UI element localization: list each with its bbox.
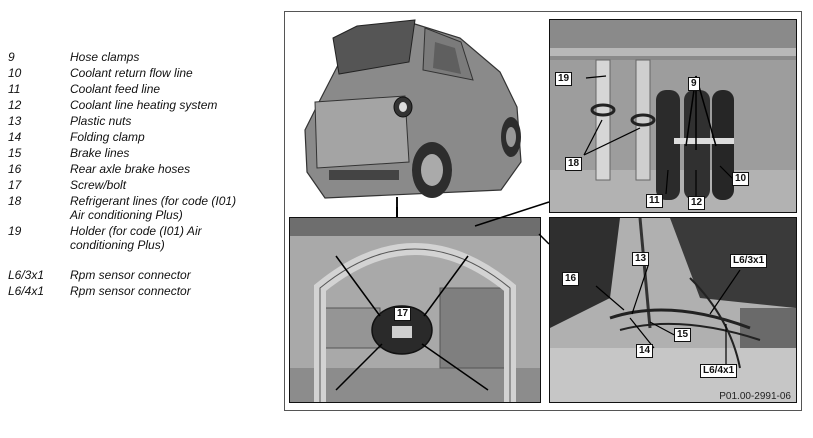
callout-L6-4x1: L6/4x1 — [700, 364, 737, 378]
legend-item: 12 Coolant line heating system — [8, 98, 218, 112]
callout-12: 12 — [688, 196, 705, 210]
connector-item: L6/4x1 Rpm sensor connector — [8, 284, 191, 298]
legend — [8, 50, 280, 300]
coolant-lines-panel — [549, 19, 797, 213]
legend-item: 18 Refrigerant lines (for code (I01) Air conditioning Plus) — [8, 194, 237, 222]
callout-11: 11 — [646, 194, 663, 208]
callout-L6-3x1: L6/3x1 — [730, 254, 767, 268]
callout-18: 18 — [565, 157, 582, 171]
callout-16: 16 — [562, 272, 579, 286]
connector-item: L6/3x1 Rpm sensor connector — [8, 268, 191, 282]
callout-9: 9 — [688, 77, 700, 91]
coolant-lines-photo — [550, 20, 796, 212]
callout-17: 17 — [394, 307, 411, 321]
legend-item: 13 Plastic nuts — [8, 114, 132, 128]
callout-15: 15 — [674, 328, 691, 342]
callout-10: 10 — [732, 172, 749, 186]
legend-item: 19 Holder (for code (I01) Air conditioning Plus) — [8, 224, 202, 252]
callout-13: 13 — [632, 252, 649, 266]
underbody-panel — [289, 217, 541, 403]
underbody-photo — [290, 218, 540, 402]
legend-item: 9 Hose clamps — [8, 50, 140, 64]
legend-item: 10 Coolant return flow line — [8, 66, 193, 80]
figure-caption: P01.00-2991-06 — [719, 391, 791, 402]
legend-item: 15 Brake lines — [8, 146, 130, 160]
legend-item: 16 Rear axle brake hoses — [8, 162, 191, 176]
car-illustration — [285, 12, 545, 212]
brake-lines-photo — [550, 218, 796, 402]
legend-item: 11 Coolant feed line — [8, 82, 161, 96]
figure — [284, 11, 802, 411]
callout-14: 14 — [636, 344, 653, 358]
legend-item: 17 Screw/bolt — [8, 178, 127, 192]
legend-item: 14 Folding clamp — [8, 130, 145, 144]
brake-lines-panel — [549, 217, 797, 403]
callout-19: 19 — [555, 72, 572, 86]
